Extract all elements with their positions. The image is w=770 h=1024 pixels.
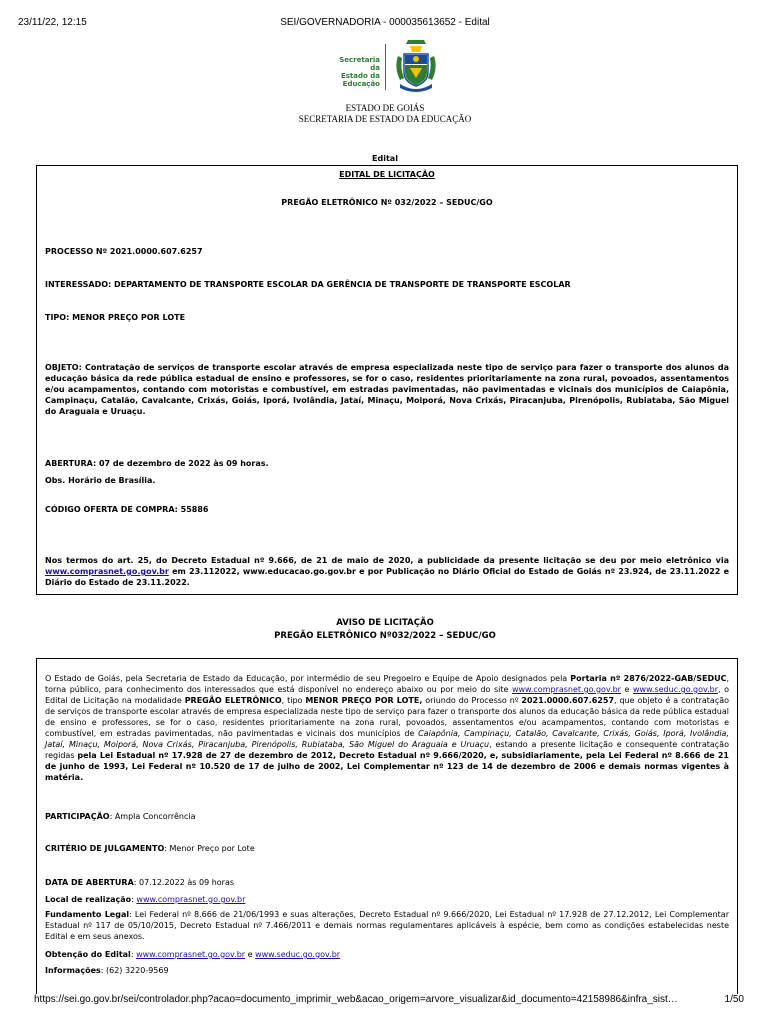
logo-line-3: Educação bbox=[342, 80, 380, 88]
document-type: Edital bbox=[372, 154, 398, 163]
participacao-line bbox=[45, 811, 729, 822]
aviso-subtitle: PREGÃO ELETRÔNICO Nº032/2022 – SEDUC/GO bbox=[274, 631, 496, 641]
termos-text-2: em 23.112022, www.educacao.go.gov.br e por Publicação no Diário Oficial do Estado de Goiás nº 23.924, de 23.11.2022 e Diário do Estado de 23.11.2022. bbox=[45, 567, 729, 587]
processo-number: 2021.0000.607.6257 bbox=[521, 696, 615, 705]
objeto-paragraph: OBJETO: Contratação de serviços de transporte escolar através de empresa especializada neste tipo de serviço para fazer o transporte dos alunos da educação básica da rede pública estadual de ensino e professores, se for o caso, residentes prioritariamente na zona rural, povoados, assentamentos e/ou acampamentos, contando com motoristas e combustível, em estradas pavimentadas, não pavimentadas e vicinais dos municípios de Caiapônia, Campinaçu, Catalão, Cavalcante, Crixás, Goiás, Iporá, Ivolândia, Jataí, Minaçu, Moiporá, Nova Crixás, Piracanjuba, Pirenópolis, Rubiataba, São Miguel do Araguaia e Uruaçu. bbox=[45, 363, 729, 416]
municipios-list: Caiapônia, Campinaçu, Catalão, Cavalcante, Crixás, Goiás, Iporá, Ivolândia, Jataí, Minaçu, Moiporá, Nova Crixás, Piracanjuba, Pirenópolis, Rubiataba, São Miguel do Araguaia e Uruaçu bbox=[45, 729, 729, 749]
obtencao-label: Obtenção do Edital bbox=[45, 950, 131, 959]
obtencao-comprasnet-link[interactable]: www.comprasnet.go.gov.br bbox=[136, 950, 246, 959]
informacoes-value: : (62) 3220-9569 bbox=[100, 966, 169, 975]
logo-divider bbox=[385, 44, 386, 90]
participacao-label: PARTICIPAÇÃO bbox=[45, 812, 110, 821]
state-heading bbox=[0, 103, 770, 125]
aviso-title: AVISO DE LICITAÇÃO bbox=[336, 618, 434, 628]
legal-basis: pela Lei Estadual nº 17.928 de 27 de dezembro de 2012, Decreto Estadual nº 9.666/2020, e, subsidiariamente, pela Lei Federal nº 8.666 de 21 de junho de 1993, Lei Federal nº 10.520 de 17 de julho de 2002, Lei Complementar nº 123 de 14 de dezembro de 2006 e demais normas vigentes à matéria. bbox=[45, 751, 730, 782]
edital-title: EDITAL DE LICITAÇÃO bbox=[339, 170, 435, 179]
fundamento-label: Fundamento Legal bbox=[45, 910, 130, 919]
secretariat-name: SECRETARIA DE ESTADO DA EDUCAÇÃO bbox=[298, 114, 472, 124]
data-abertura-label: DATA DE ABERTURA bbox=[45, 878, 134, 887]
criterio-label: CRITÉRIO DE JULGAMENTO bbox=[45, 844, 165, 853]
seduc-link[interactable]: www.seduc.go.gov.br bbox=[633, 685, 719, 694]
state-name: ESTADO DE GOIÁS bbox=[345, 103, 425, 113]
logo-line-1: Secretaria da bbox=[339, 56, 380, 72]
aviso-text: , que objeto é a contratação de serviços de transporte escolar através de empresa especializada neste tipo de serviço para fazer o transporte dos alunos da educação básica da rede pública estadual de ensino e professores, se for o caso, residentes prioritariamente na zona rural, povoados, assentamentos e/ou acampamentos, contando com motoristas e combustível, em estradas pavimentadas, não pavimentadas e vicinais dos municípios de bbox=[45, 696, 730, 738]
local-sep: : bbox=[131, 895, 137, 904]
interessado-line: INTERESSADO: DEPARTAMENTO DE TRANSPORTE ESCOLAR DA GERÊNCIA DE TRANSPORTE DE TRANSPORTE ESCOLAR bbox=[45, 280, 571, 289]
logo-line-2: Estado da bbox=[340, 72, 380, 80]
informacoes-label: Informações bbox=[45, 966, 101, 975]
aviso-paragraph bbox=[45, 673, 729, 783]
abertura-line: ABERTURA: 07 de dezembro de 2022 às 09 horas. bbox=[45, 459, 269, 468]
portaria-ref: Portaria nº 2876/2022-GAB/SEDUC bbox=[570, 674, 727, 683]
local-link[interactable]: www.comprasnet.go.gov.br bbox=[136, 895, 246, 904]
local-line bbox=[45, 894, 729, 905]
tipo-line: TIPO: MENOR PREÇO POR LOTE bbox=[45, 313, 186, 322]
data-abertura-line bbox=[45, 877, 729, 888]
aviso-text: , tipo bbox=[281, 696, 306, 705]
state-coat-of-arms-icon bbox=[390, 38, 442, 96]
local-label: Local de realização bbox=[45, 895, 132, 904]
aviso-text: e bbox=[620, 685, 634, 694]
modalidade: PREGÃO ELETRÔNICO bbox=[184, 696, 282, 705]
print-title: SEI/GOVERNADORIA - 000035613652 - Edital bbox=[280, 17, 490, 28]
aviso-box bbox=[36, 658, 738, 994]
participacao-value: : Ampla Concorrência bbox=[109, 812, 196, 821]
aviso-text: oriundo do Processo nº bbox=[422, 696, 522, 705]
obtencao-and: e bbox=[245, 950, 256, 959]
obtencao-line bbox=[45, 949, 729, 960]
print-datetime: 23/11/22, 12:15 bbox=[18, 17, 87, 28]
edital-subtitle: PREGÃO ELETRÔNICO Nº 032/2022 – SEDUC/GO bbox=[281, 198, 493, 207]
print-page-number: 1/50 bbox=[724, 994, 744, 1005]
criterio-line bbox=[45, 843, 729, 854]
criterio-value: : Menor Preço por Lote bbox=[164, 844, 255, 853]
obs-line: Obs. Horário de Brasília. bbox=[45, 476, 156, 485]
obtencao-seduc-link[interactable]: www.seduc.go.gov.br bbox=[255, 950, 341, 959]
seduc-logo bbox=[328, 38, 448, 98]
termos-paragraph bbox=[45, 555, 729, 588]
print-url: https://sei.go.gov.br/sei/controlador.php?acao=documento_imprimir_web&acao_origem=arvore_visualizar&id_documento=42158986&infra_sist… bbox=[34, 994, 678, 1005]
comprasnet-link[interactable]: www.comprasnet.go.gov.br bbox=[511, 685, 621, 694]
print-header bbox=[0, 17, 770, 31]
aviso-heading bbox=[0, 617, 770, 643]
processo-line: PROCESSO Nº 2021.0000.607.6257 bbox=[45, 247, 203, 256]
aviso-text: , estando a presente licitação e consequente contratação regidas bbox=[45, 740, 729, 760]
comprasnet-link[interactable]: www.comprasnet.go.gov.br bbox=[45, 567, 169, 576]
print-footer bbox=[0, 994, 770, 1008]
edital-box bbox=[36, 165, 738, 595]
informacoes-line bbox=[45, 965, 729, 976]
aviso-text: , o Edital de Licitação na modalidade bbox=[45, 685, 730, 705]
termos-text-1: Nos termos do art. 25, do Decreto Estadual nº 9.666, de 21 de maio de 2020, a publicidade da presente licitação se deu por meio eletrônico via bbox=[45, 556, 729, 565]
fundamento-paragraph bbox=[45, 909, 729, 942]
tipo-licitacao: MENOR PREÇO POR LOTE, bbox=[305, 696, 423, 705]
codigo-line: CÓDIGO OFERTA DE COMPRA: 55886 bbox=[45, 505, 209, 514]
fundamento-value: : Lei Federal nº 8.666 de 21/06/1993 e suas alterações, Decreto Estadual nº 9.666/2020, Lei Estadual nº 17.928 de 27.12.2012, Lei Complementar Estadual nº 117 de 05/10/2015, Decreto Estadual nº 7.466/2011 e demais normas regulamentares aplicáveis à espécie, bem como as condições estabelecidas neste Edital e em seus anexos. bbox=[45, 910, 730, 941]
logo-text bbox=[328, 56, 380, 88]
obtencao-sep: : bbox=[130, 950, 137, 959]
data-abertura-value: : 07.12.2022 às 09 horas bbox=[133, 878, 235, 887]
aviso-text: O Estado de Goiás, pela Secretaria de Estado da Educação, por intermédio de seu Pregoeiro e Equipe de Apoio designados pela bbox=[45, 674, 571, 683]
aviso-text: , torna público, para conhecimento dos interessados que está disponível no endereço abaixo ou por meio do site bbox=[45, 674, 730, 694]
